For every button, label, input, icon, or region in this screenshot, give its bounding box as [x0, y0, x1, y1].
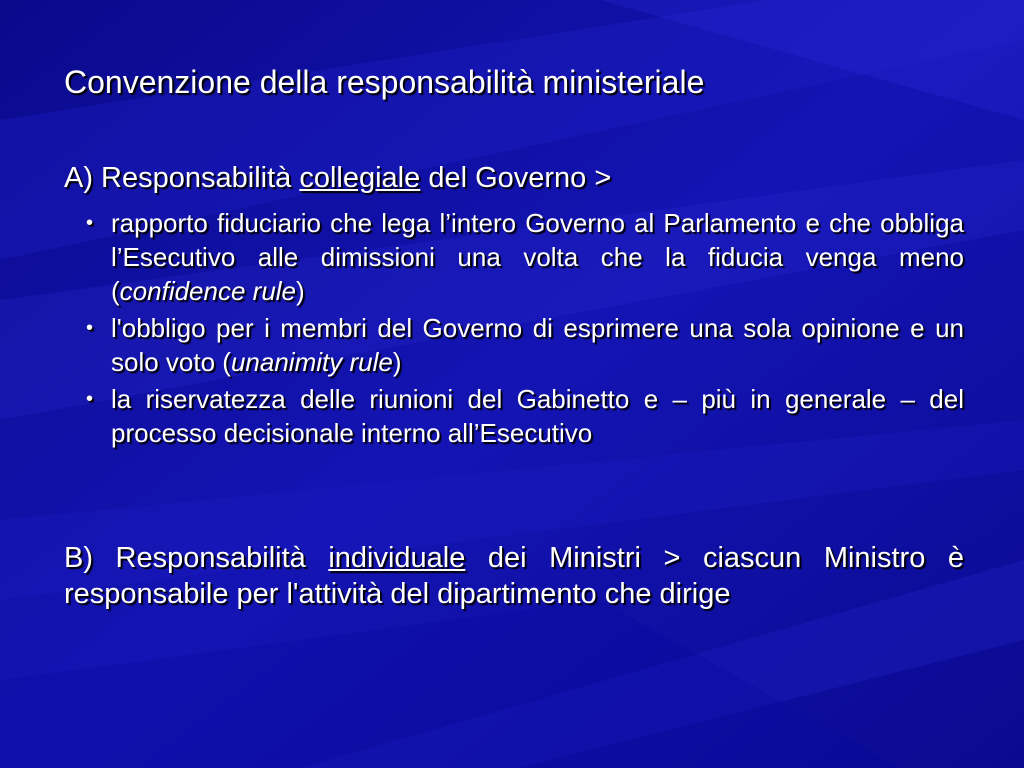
section-b-underlined: individuale [328, 542, 466, 574]
bullet-dot-icon: • [86, 388, 94, 410]
bullet-text: rapporto fiduciario che lega l’intero Governo al Parlamento e che obbliga l’Esecutivo alle dimissioni una volta che la fiducia venga meno ( [111, 208, 964, 306]
bullet-italic: confidence rule [119, 276, 297, 306]
bullet-text: l'obbligo per i membri del Governo di esprimere una sola opinione e un solo voto ( [111, 313, 964, 377]
bullet-item [86, 382, 964, 450]
section-b-prefix: B) Responsabilità [64, 542, 329, 574]
bullet-after: ) [296, 276, 305, 306]
bullet-dot-icon: • [86, 317, 94, 339]
bullet-item [86, 311, 964, 379]
bullet-item [86, 206, 964, 308]
slide-title: Convenzione della responsabilità ministeriale [64, 64, 705, 100]
section-a-suffix: del Governo > [420, 162, 612, 194]
section-a-prefix: A) Responsabilità [64, 162, 300, 194]
section-b-suffix: dei Ministri > ciascun Ministro è responsabile per l'attività del dipartimento che dirige [64, 542, 965, 610]
bullet-after: ) [392, 347, 402, 377]
section-a-underlined: collegiale [299, 162, 421, 194]
bullet-dot-icon: • [86, 212, 94, 234]
bullet-italic: unanimity rule [230, 347, 393, 377]
bullet-text: la riservatezza delle riunioni del Gabinetto e – più in generale – del processo decisionale interno all’Esecutivo [111, 384, 964, 448]
section-a-heading [64, 160, 964, 196]
section-a-bullet-list [86, 206, 964, 453]
section-b-paragraph [64, 540, 964, 612]
